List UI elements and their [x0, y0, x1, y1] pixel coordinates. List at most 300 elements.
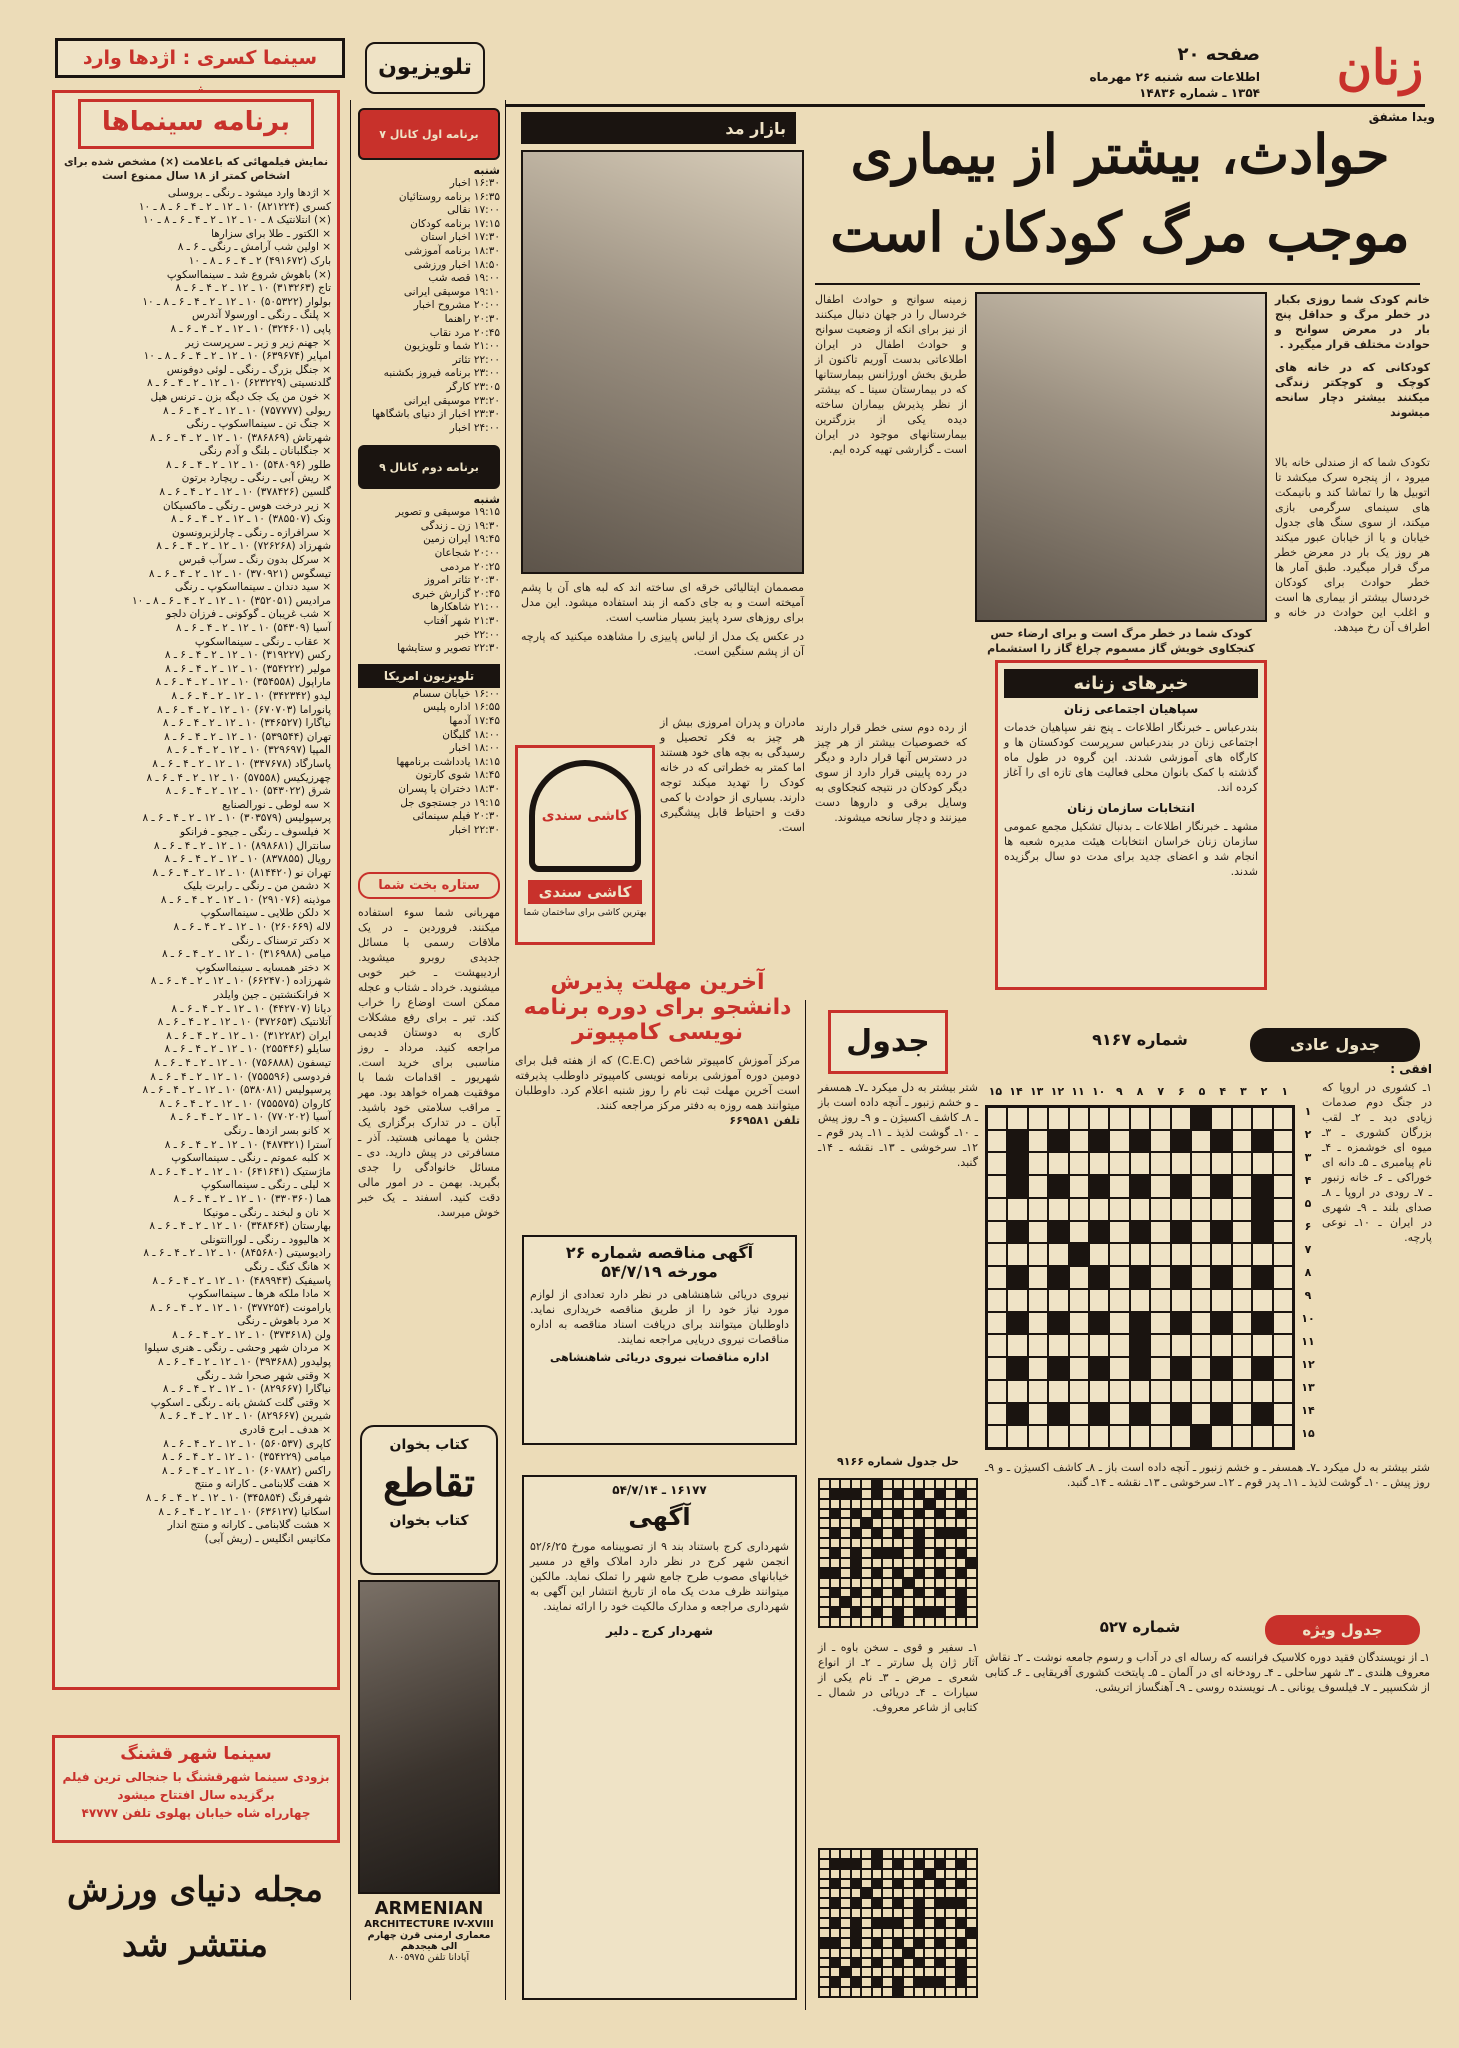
solution-cell: [956, 1617, 967, 1627]
crossword-cell: [1028, 1175, 1048, 1198]
solution-cell: [893, 1888, 904, 1898]
crossword-cell: [1069, 1289, 1089, 1312]
karaj-body: شهرداری کرج باستناد بند ۹ از تصویبنامه مورخ ۵۲/۶/۲۵ انجمن شهر کرج در نظر دارد املاک واقع در مسیر خیابانهای مصوب طرح جامع شهر را تملک نماید. مالکین میتوانند ظرف مدت یک ماه از تاریخ انتشار این آگهی به شهرداری مراجعه و مدارک مالکیت خود را ارائه نمایند.: [530, 1540, 789, 1613]
solution-cell: [966, 1578, 977, 1588]
issue-line-1: اطلاعات سه شنبه ۲۶ مهرماه: [1089, 70, 1260, 84]
solution-cell: [830, 1938, 841, 1948]
solution-cell: [945, 1977, 956, 1987]
cinema-listing: پاپی (۳۲۴۶۰۱) ۱۰ ـ ۱۲ ـ ۲ ـ ۴ ـ ۶ ـ ۸: [170, 322, 331, 335]
solution-cell: [903, 1898, 914, 1908]
solution-cell: [966, 1879, 977, 1889]
kashi-brand: کاشی سندی: [538, 883, 632, 901]
crossword-col-number: ۳: [1239, 1085, 1247, 1098]
solution-cell: [861, 1888, 872, 1898]
cinema-listing: چهرزیکیس (۵۷۵۵۸) ۱۰ ـ ۱۲ ـ ۲ ـ ۴ ـ ۶ ـ ۸: [146, 771, 331, 784]
crossword-row-number: ۶: [1304, 1220, 1312, 1233]
crossword-cell: [1252, 1266, 1272, 1289]
crossword-cell: [1211, 1357, 1231, 1380]
crossword-cell: [1211, 1221, 1231, 1244]
crossword-cell: [1191, 1175, 1211, 1198]
solution-cell: [935, 1879, 946, 1889]
crossword-cell: [987, 1243, 1007, 1266]
fashion-section: [515, 112, 810, 712]
tv-schedule-item: ۱۹:۰۰ قصه شب: [428, 272, 500, 285]
solution-cell: [893, 1918, 904, 1928]
solution-cell: [819, 1578, 830, 1588]
solution-cell: [861, 1958, 872, 1968]
solution-cell: [966, 1888, 977, 1898]
crossword-cell: [1130, 1175, 1150, 1198]
women-news-subtitle-2: انتخابات سازمان زنان: [1067, 801, 1195, 815]
crossword-cell: [987, 1266, 1007, 1289]
cinema-listing: تیسگوس (۳۷۰۹۲۱) ۱۰ ـ ۱۲ ـ ۲ ـ ۴ ـ ۶ ـ ۸: [148, 567, 331, 580]
solution-cell: [924, 1888, 935, 1898]
crossword-solution-label: حل جدول شماره ۹۱۶۶: [837, 1455, 959, 1468]
tv-schedule-item: ۲۲:۳۰ تصویر و ستایشها: [397, 642, 500, 655]
solution-cell: [966, 1958, 977, 1968]
fashion-caption-2: در عکس یک مدل از لباس پاییزی را مشاهده میکنید که پارچه آن از پشم سنگین است.: [521, 630, 804, 658]
crossword-cell: [1191, 1312, 1211, 1335]
solution-cell: [872, 1528, 883, 1538]
crossword-cell: [1069, 1312, 1089, 1335]
solution-cell: [956, 1578, 967, 1588]
solution-cell: [956, 1879, 967, 1889]
solution-cell: [903, 1859, 914, 1869]
solution-cell: [882, 1977, 893, 1987]
crossword-cell: [1069, 1357, 1089, 1380]
solution-cell: [966, 1588, 977, 1598]
tender-ad: [522, 1235, 797, 1445]
cinema-listing: فردوسی (۷۵۵۵۹۶) ۱۰ ـ ۱۲ ـ ۲ ـ ۴ ـ ۶ ـ ۸: [150, 1070, 331, 1083]
tv-schedule-item: ۱۸:۱۵ یادداشت برنامهها: [396, 755, 500, 768]
crossword-cell: [1109, 1152, 1129, 1175]
solution-cell: [935, 1499, 946, 1509]
solution-cell: [830, 1499, 841, 1509]
bullet-1: خانم کودک شما روزی بکبار در خطر مرگ و حداقل پنج بار در معرض سوانح و حوادث مختلف قرار میگیرد .: [1275, 293, 1430, 351]
solution-cell: [882, 1948, 893, 1958]
solution-cell: [903, 1977, 914, 1987]
solution-cell: [882, 1987, 893, 1997]
cinema-banner-text: سینما کسری : اژدها وارد: [82, 47, 318, 69]
cinema-listings: [55, 187, 337, 1546]
solution-cell: [872, 1558, 883, 1568]
solution-cell: [830, 1987, 841, 1997]
tv-schedule-item: ۱۷:۴۵ آدمها: [449, 715, 500, 727]
crossword-row-number: ۱۱: [1301, 1335, 1315, 1348]
crossword-cell: [1109, 1380, 1129, 1403]
solution-cell: [924, 1948, 935, 1958]
solution-cell: [966, 1948, 977, 1958]
special-crossword-left: ۱ـ سفیر و قوی ـ سخن باوه ـ از آثار ژان پل سارتر ـ ۲ـ از انواع شعری ـ مرض ـ ۳ـ نام یکی از سیارات ـ ۴ـ دریائی در شمال ـ کتابی از شاعر معروف.: [818, 1641, 979, 1714]
solution-cell: [840, 1918, 851, 1928]
solution-cell: [924, 1987, 935, 1997]
crossword-cell: [1130, 1243, 1150, 1266]
solution-cell: [893, 1908, 904, 1918]
solution-cell: [966, 1928, 977, 1938]
solution-cell: [945, 1597, 956, 1607]
cinema-listing: کاروان (۷۵۵۵۷۵) ۱۰ ـ ۱۲ ـ ۲ ـ ۴ ـ ۶ ـ ۸: [159, 1097, 331, 1110]
solution-cell: [882, 1859, 893, 1869]
cinema-listing: × هالیوود ـ رنگی ـ لوراانتونلی: [200, 1233, 331, 1246]
crossword-cell: [1130, 1130, 1150, 1153]
solution-cell: [851, 1479, 862, 1489]
solution-cell: [872, 1928, 883, 1938]
horoscope-section: [358, 872, 500, 1422]
crossword-cell: [1048, 1107, 1068, 1130]
crossword-cell: [987, 1334, 1007, 1357]
solution-cell: [882, 1479, 893, 1489]
solution-cell: [956, 1558, 967, 1568]
solution-cell: [914, 1958, 925, 1968]
solution-grid-1: [818, 1478, 978, 1628]
crossword-cell: [1007, 1175, 1027, 1198]
solution-cell: [861, 1948, 872, 1958]
cinema-listing: سایلو (۲۵۵۴۴۶) ۱۰ ـ ۱۲ ـ ۲ ـ ۴ ـ ۶ ـ ۸: [164, 1043, 331, 1056]
crossword-cell: [1232, 1175, 1252, 1198]
crossword-cell: [1232, 1425, 1252, 1448]
solution-cell: [956, 1938, 967, 1948]
crossword-cell: [1211, 1198, 1231, 1221]
solution-cell: [924, 1967, 935, 1977]
solution-cell: [882, 1928, 893, 1938]
solution-cell: [893, 1479, 904, 1489]
crossword-cell: [1069, 1198, 1089, 1221]
solution-cell: [945, 1607, 956, 1617]
tv-schedule-item: ۱۸:۳۰ دختران یا پسران: [398, 782, 500, 795]
crossword-cell: [1089, 1266, 1109, 1289]
kitabkhan-ad: [360, 1425, 498, 1575]
cinema-listing: ولن (۳۷۳۶۱۸) ۱۰ ـ ۱۲ ـ ۲ ـ ۴ ـ ۶ ـ ۸: [172, 1328, 331, 1341]
crossword-cell: [1130, 1403, 1150, 1426]
crossword-cell: [1232, 1289, 1252, 1312]
solution-cell: [872, 1479, 883, 1489]
solution-cell: [945, 1578, 956, 1588]
solution-cell: [872, 1538, 883, 1548]
solution-cell: [903, 1558, 914, 1568]
magazine-title: مجله دنیای ورزش: [67, 1870, 323, 1910]
solution-cell: [819, 1489, 830, 1499]
solution-cell: [872, 1977, 883, 1987]
crossword-label-box: [1250, 1028, 1420, 1062]
solution-cell: [851, 1859, 862, 1869]
solution-cell: [956, 1869, 967, 1879]
crossword-cell: [1130, 1152, 1150, 1175]
solution-cell: [851, 1528, 862, 1538]
crossword-cell: [1273, 1130, 1293, 1153]
solution-cell: [966, 1869, 977, 1879]
crossword-cell: [1109, 1130, 1129, 1153]
crossword-cell: [987, 1130, 1007, 1153]
cinema-listing: × اژدها وارد میشود ـ رنگی ـ بروسلی: [167, 187, 331, 199]
article-photo: [975, 292, 1267, 622]
crossword-cell: [987, 1175, 1007, 1198]
solution-cell: [882, 1538, 893, 1548]
tv-schedule-item: ۱۷:۰۰ نقالی: [447, 204, 500, 217]
crossword-cell: [1109, 1357, 1129, 1380]
solution-cell: [914, 1948, 925, 1958]
solution-cell: [872, 1938, 883, 1948]
crossword-cell: [1089, 1152, 1109, 1175]
cinema-listing: × کلبه عموتم ـ رنگی ـ سینمااسکوپ: [171, 1152, 331, 1165]
cinema-title-box: [78, 99, 314, 149]
crossword-cell: [1048, 1152, 1068, 1175]
solution-cell: [893, 1898, 904, 1908]
solution-cell: [924, 1588, 935, 1598]
solution-cell: [924, 1578, 935, 1588]
solution-cell: [924, 1898, 935, 1908]
crossword-cell: [1171, 1380, 1191, 1403]
tv-schedule-item: ۲۳:۲۰ موسیقی ایرانی: [403, 394, 500, 407]
crossword-cell: [1211, 1425, 1231, 1448]
solution-cell: [945, 1948, 956, 1958]
solution-cell: [935, 1938, 946, 1948]
tv-schedule-item: ۲۱:۰۰ شاهکارها: [430, 601, 500, 614]
crossword-row-number: ۱۰: [1301, 1312, 1315, 1325]
solution-cell: [914, 1849, 925, 1859]
cinema-listing: × مردان شهر وحشی ـ رنگی ـ هنری سیلوا: [144, 1342, 331, 1355]
crossword-cell: [1211, 1243, 1231, 1266]
solution-cell: [966, 1558, 977, 1568]
solution-cell: [840, 1987, 851, 1997]
cinema-listing: نیاگارا (۸۲۹۶۶۷) ۱۰ ـ ۱۲ ـ ۲ ـ ۴ ـ ۶ ـ ۸: [162, 1383, 331, 1396]
crossword-cell: [1048, 1380, 1068, 1403]
tv-schedule-2: [358, 506, 500, 656]
solution-cell: [840, 1558, 851, 1568]
crossword-cell: [987, 1425, 1007, 1448]
crossword-cell: [1232, 1266, 1252, 1289]
solution-cell: [903, 1967, 914, 1977]
solution-cell: [819, 1597, 830, 1607]
solution-cell: [872, 1597, 883, 1607]
special-crossword-body: ۱ـ از نویسندگان فقید دوره کلاسیک فرانسه که رساله ای در آداب و رسوم جامعه نوشت ـ ۲ـ نقاش معروف هلندی ـ ۳ـ شهر ساحلی ـ ۴ـ رودخانه ای در آلمان ـ ۵ـ پایتخت کشوری آفریقایی ـ ۶ـ کتابی از شکسپیر ـ ۷ـ فیلسوف یونانی ـ ۸ـ نویسنده روسی ـ ۹ـ آهنگساز اتریشی.: [985, 1651, 1431, 1694]
solution-cell: [861, 1928, 872, 1938]
solution-cell: [903, 1938, 914, 1948]
solution-cell: [935, 1888, 946, 1898]
crossword-cell: [1232, 1243, 1252, 1266]
solution-cell: [924, 1859, 935, 1869]
solution-cell: [861, 1977, 872, 1987]
solution-cell: [819, 1888, 830, 1898]
solution-cell: [966, 1859, 977, 1869]
solution-cell: [914, 1548, 925, 1558]
cinema-listing: یارامونت (۳۷۷۲۵۴) ۱۰ ـ ۱۲ ـ ۲ ـ ۴ ـ ۶ ـ ۸: [149, 1301, 331, 1314]
crossword-col-number: ۱۲: [1050, 1085, 1065, 1098]
tv-schedule-item: ۱۶:۳۰ اخبار: [449, 177, 500, 189]
solution-cell: [872, 1489, 883, 1499]
crossword-cell: [1211, 1152, 1231, 1175]
solution-cell: [830, 1869, 841, 1879]
solution-cell: [861, 1578, 872, 1588]
cinema-listing: راکس (۶۰۷۸۸۲) ۱۰ ـ ۱۲ ـ ۲ ـ ۴ ـ ۶ ـ ۸: [161, 1464, 331, 1477]
solution-cell: [840, 1879, 851, 1889]
crossword-cell: [1273, 1357, 1293, 1380]
crossword-cell: [1252, 1107, 1272, 1130]
cinema-listing: ریولی (۷۵۷۷۷۷) ۱۰ ـ ۱۲ ـ ۲ ـ ۴ ـ ۶ ـ ۸: [162, 404, 331, 417]
solution-cell: [872, 1548, 883, 1558]
us-tv-box: [358, 664, 500, 688]
crossword-vertical-clues: شتر بیشتر به دل میکرد ـ۷ـ همسفر ـ و خشم زنبور ـ آنچه داده است باز ـ ۸ـ کاشف اکسیژن ـ و ۹ـ روز پیش ـ ۱۰ـ گوشت لذیذ ـ ۱۱ـ پدر قوم ـ ۱۲ـ سرخوشی ـ ۱۳ـ نقشه ـ ۱۴ـ گنبد.: [818, 1081, 978, 1169]
crossword-cell: [1048, 1175, 1068, 1198]
solution-cell: [914, 1617, 925, 1627]
kitabkhan-top: کتاب بخوان: [389, 1437, 469, 1453]
solution-cell: [830, 1597, 841, 1607]
tender-title: آگهی مناقصه شماره ۲۶: [565, 1243, 754, 1262]
solution-cell: [956, 1958, 967, 1968]
crossword-cell: [1150, 1266, 1170, 1289]
solution-cell: [924, 1918, 935, 1928]
women-news-box: [995, 660, 1267, 990]
crossword-cell: [1232, 1198, 1252, 1221]
solution-cell: [935, 1859, 946, 1869]
cinema-listing: × جهنم زیر و زیر ـ سرپرست زیر: [185, 336, 331, 349]
cinema-listing: پولیدور (۳۹۳۶۸۸) ۱۰ ـ ۱۲ ـ ۲ ـ ۴ ـ ۶ ـ ۸: [157, 1356, 331, 1369]
crossword-cell: [1211, 1312, 1231, 1335]
solution-cell: [935, 1607, 946, 1617]
solution-cell: [819, 1528, 830, 1538]
solution-cell: [840, 1977, 851, 1987]
solution-cell: [882, 1918, 893, 1928]
solution-cell: [861, 1987, 872, 1997]
solution-cell: [966, 1908, 977, 1918]
crossword-cell: [1089, 1221, 1109, 1244]
solution-cell: [840, 1607, 851, 1617]
crossword-row-number: ۱۴: [1301, 1404, 1315, 1417]
crossword-cell: [1191, 1425, 1211, 1448]
solution-cell: [966, 1528, 977, 1538]
women-news-title: خبرهای زنانه: [1004, 669, 1258, 698]
armenian-phone: آپادانا تلفن ۸۰۰۵۹۷۵: [388, 1952, 470, 1963]
crossword-cell: [1252, 1357, 1272, 1380]
solution-cell: [819, 1617, 830, 1627]
solution-cell: [840, 1489, 851, 1499]
solution-cell: [893, 1938, 904, 1948]
solution-cell: [882, 1898, 893, 1908]
solution-cell: [914, 1479, 925, 1489]
solution-cell: [830, 1849, 841, 1859]
solution-cell: [966, 1509, 977, 1519]
crossword-clues: ۱ـ کشوری در اروپا که در جنگ دوم صدمات زیادی دید ـ ۲ـ لقب بزرگان کشوری ـ ۳ـ میوه ای خوشمزه ـ ۴ـ نام پیامبری ـ ۵ـ دانه ای خوراکی ـ ۶ـ خانه زنبور ـ ۷ـ رودی در اروپا ـ ۸ـ صدای بلند ـ ۹ـ شهری در ایران ـ ۱۰ـ نوعی پارچه.: [1322, 1081, 1433, 1244]
cinema-listing: آسیا (۷۷۰۲۰۲) ۱۰ ـ ۱۲ ـ ۲ ـ ۴ ـ ۶ ـ ۸: [170, 1111, 331, 1124]
crossword-cell: [1109, 1107, 1129, 1130]
kitabkhan-bottom: کتاب بخوان: [389, 1513, 469, 1529]
column-rule: [505, 100, 506, 2000]
solution-cell: [830, 1548, 841, 1558]
solution-cell: [966, 1617, 977, 1627]
solution-cell: [914, 1859, 925, 1869]
crossword-cell: [1150, 1175, 1170, 1198]
solution-cell: [956, 1499, 967, 1509]
tv-schedule-item: ۱۸:۰۰ اخبار: [449, 742, 500, 755]
solution-cell: [945, 1548, 956, 1558]
solution-cell: [966, 1607, 977, 1617]
solution-cell: [914, 1607, 925, 1617]
crossword-cell: [1028, 1221, 1048, 1244]
cinema-listing: × عقاب ـ رنگی ـ سینمااسکوپ: [194, 635, 331, 648]
kashi-logo: [529, 760, 641, 872]
solution-cell: [945, 1518, 956, 1528]
crossword-cell: [1130, 1425, 1150, 1448]
kashi-ad: [515, 745, 655, 945]
crossword-cell: [1028, 1312, 1048, 1335]
crossword-cell: [1232, 1357, 1252, 1380]
headline-line-1: حوادث، بیشتر از بیماری: [850, 122, 1390, 186]
solution-cell: [903, 1617, 914, 1627]
course-headline-2: دانشجو برای دوره برنامه: [523, 995, 792, 1020]
crossword-cell: [1273, 1266, 1293, 1289]
solution-cell: [840, 1588, 851, 1598]
crossword-cell: [987, 1221, 1007, 1244]
course-headline-3: نویسی کامپیوتر: [572, 1020, 743, 1045]
solution-cell: [840, 1967, 851, 1977]
crossword-cell: [1007, 1130, 1027, 1153]
crossword-row-number: ۵: [1304, 1197, 1312, 1210]
crossword-lower-clues: شتر بیشتر به دل میکرد ـ۷ـ همسفر ـ و خشم زنبور ـ آنچه داده است باز ـ ۸ـ کاشف اکسیژن ـ و ۹ـ روز پیش ـ ۱۰ـ گوشت لذیذ ـ ۱۱ـ پدر قوم ـ ۱۲ـ سرخوشی ـ ۱۳ـ نقشه ـ ۱۴ـ گنبد.: [985, 1461, 1430, 1489]
tv-schedule-item: ۲۳:۰۰ برنامه فیروز بکشنبه: [383, 367, 500, 380]
crossword-cell: [1171, 1266, 1191, 1289]
crossword-cell: [1109, 1312, 1129, 1335]
solution-cell: [819, 1479, 830, 1489]
solution-cell: [956, 1849, 967, 1859]
solution-cell: [903, 1509, 914, 1519]
solution-cell: [924, 1597, 935, 1607]
solution-cell: [966, 1977, 977, 1987]
solution-cell: [830, 1859, 841, 1869]
tv-schedule-item: ۲۳:۳۰ اخبار از دنیای باشگاهها: [372, 408, 500, 421]
tv-schedule-item: ۲۰:۲۵ مردمی: [440, 560, 500, 573]
cinema-listing: × هانگ کنگ ـ رنگی: [244, 1260, 331, 1273]
solution-cell: [966, 1568, 977, 1578]
crossword-cell: [1171, 1107, 1191, 1130]
tv-schedule-item: ۲۰:۴۵ مرد نقاب: [429, 326, 500, 339]
solution-cell: [935, 1958, 946, 1968]
crossword-cell: [1171, 1198, 1191, 1221]
solution-cell: [882, 1869, 893, 1879]
solution-cell: [893, 1869, 904, 1879]
cinema-listing: شهرفرنگ (۳۴۵۸۵۴) ۱۰ ـ ۱۲ ـ ۲ ـ ۴ ـ ۶ ـ ۸: [145, 1492, 331, 1504]
fashion-caption: مصممان ایتالیائی خرقه ای ساخته اند که لبه های آن با پشم آمیخته است و به جای دکمه از بند استفاده میشود. این مدل برای روزهای سرد پاییز بسیار مناسب است.: [521, 581, 804, 624]
crossword-cell: [1028, 1334, 1048, 1357]
cinema-listing: بهارستان (۳۴۸۴۶۴) ۱۰ ـ ۱۲ ـ ۲ ـ ۴ ـ ۶ ـ ۸: [149, 1220, 331, 1233]
crossword-cell: [1028, 1403, 1048, 1426]
crossword-cell: [987, 1107, 1007, 1130]
crossword-cell: [1109, 1403, 1129, 1426]
tv-schedule-item: ۱۹:۳۰ زن ـ زندگی: [420, 519, 500, 532]
article-bullets: [1275, 292, 1430, 452]
crossword-cell: [1252, 1130, 1272, 1153]
crossword-cell: [1191, 1357, 1211, 1380]
crossword-cell: [1048, 1266, 1068, 1289]
crossword-title: جدول: [846, 1024, 930, 1059]
cinema-listing: × سرکل بدون رنگ ـ سرآب قبرس: [178, 554, 331, 567]
crossword-cell: [1069, 1107, 1089, 1130]
solution-cell: [840, 1617, 851, 1627]
crossword-cell: [1109, 1334, 1129, 1357]
solution-cell: [935, 1509, 946, 1519]
solution-cell: [914, 1918, 925, 1928]
special-crossword-label: جدول ویژه: [1302, 1621, 1383, 1639]
crossword-cell: [1191, 1289, 1211, 1312]
cinema-listing: × پلنگ ـ رنگی ـ اورسولا آندرس: [192, 309, 331, 322]
cinema-listing: آتلانتیک (۳۷۲۶۵۳) ۱۰ ـ ۱۲ ـ ۲ ـ ۴ ـ ۶ ـ ۸: [157, 1016, 331, 1029]
solution-cell: [830, 1479, 841, 1489]
crossword-cell: [987, 1312, 1007, 1335]
solution-cell: [851, 1588, 862, 1598]
cinema-listing: آسترا (۴۸۷۳۲۱) ۱۰ ـ ۱۲ ـ ۲ ـ ۴ ـ ۶ ـ ۸: [164, 1138, 331, 1151]
crossword-cell: [1109, 1243, 1129, 1266]
solution-cell: [956, 1607, 967, 1617]
solution-cell: [914, 1928, 925, 1938]
crossword-cell: [1109, 1289, 1129, 1312]
